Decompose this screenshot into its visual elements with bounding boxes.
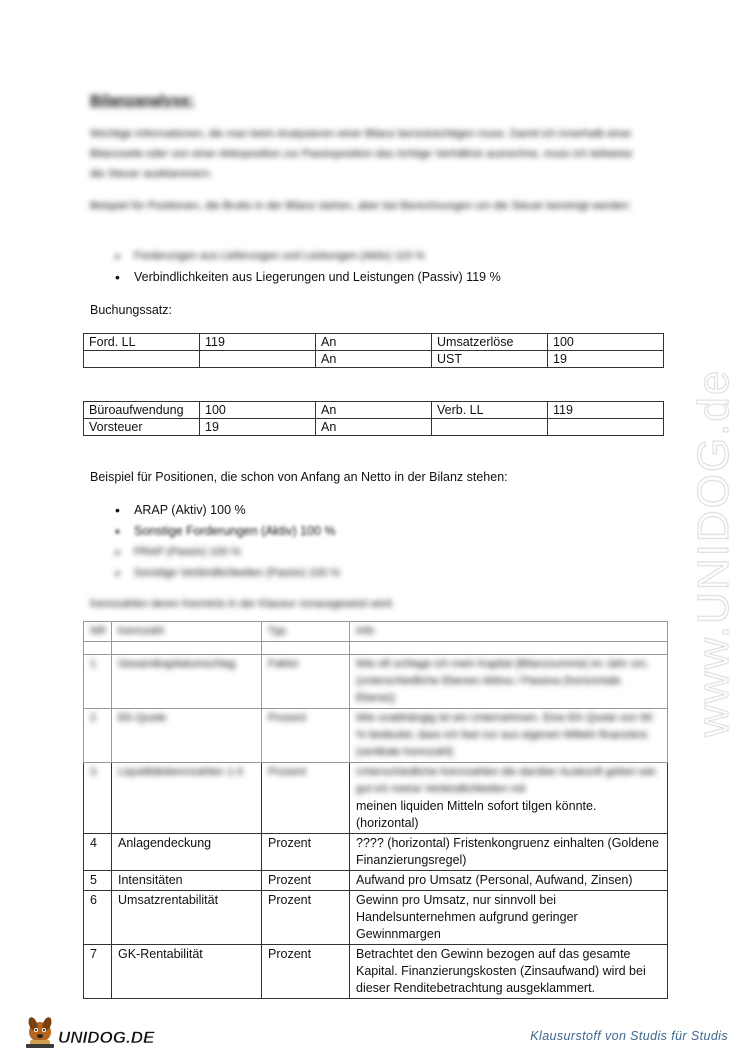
table-row bbox=[84, 655, 668, 709]
table-cell: EK-Quote bbox=[112, 709, 262, 763]
netto-example-paragraph: Beispiel für Positionen, die schon von Anfang an Netto in der Bilanz stehen: bbox=[90, 470, 508, 484]
header-cell: Info bbox=[350, 622, 668, 642]
list-item: • Verbindlichkeiten aus Liegerungen und Leistungen (Passiv) 119 % bbox=[110, 267, 501, 288]
table-cell bbox=[262, 763, 350, 834]
watermark-label: www.UNIDOG.de bbox=[689, 368, 738, 737]
buchungssatz-label: Buchungssatz: bbox=[90, 303, 172, 317]
table-row bbox=[84, 709, 668, 763]
list-item: • Sonstige Verbindlichkeiten (Passiv) 100 % bbox=[110, 563, 340, 584]
table-cell: 119 bbox=[548, 402, 664, 419]
table-cell: Wie unabhängig ist ein Unternehmen. Eine EK-Quote von 90 % bedeutet, dass ich fast nur aus eigenen Mitteln finanziere. (vertikale Kennzahl) bbox=[350, 709, 668, 763]
footer-tagline: Klausurstoff von Studis für Studis bbox=[530, 1029, 728, 1043]
brutto-list bbox=[110, 246, 501, 288]
table-cell: 4 bbox=[84, 834, 112, 871]
table-cell: Prozent bbox=[262, 891, 350, 945]
header-cell: Kennzahl bbox=[112, 622, 262, 642]
table-cell bbox=[84, 763, 112, 834]
info-visible-part: meinen liquiden Mitteln sofort tilgen könnte. (horizontal) bbox=[356, 799, 597, 830]
brutto-example-paragraph: Beispiel für Positionen, die Brutto in der Bilanz stehen, aber bei Berechnungen um die Steuer bereinigt werden: bbox=[90, 200, 632, 212]
table-cell: ???? (horizontal) Fristenkongruenz einhalten (Goldene Finanzierungsregel) bbox=[350, 834, 668, 871]
row-number: 3 bbox=[90, 766, 97, 778]
table-cell: Gesamtkapitalumschlag bbox=[112, 655, 262, 709]
table-cell: 100 bbox=[548, 334, 664, 351]
table-row bbox=[84, 891, 668, 945]
watermark-text bbox=[658, 282, 750, 742]
table-cell: Betrachtet den Gewinn bezogen auf das gesamte Kapital. Finanzierungskosten (Zinsaufwand) wird bei dieser Renditebetrachtung ausgeklammert. bbox=[350, 945, 668, 999]
table-cell: 5 bbox=[84, 871, 112, 891]
kennzahlen-intro: Kennzahlen deren Kenntnis in der Klausur vorausgesetzt wird: bbox=[90, 598, 394, 610]
table-cell bbox=[350, 642, 668, 655]
table-cell: An bbox=[316, 334, 432, 351]
info-hidden-part: Unterschiedliche Kennzahlen die darüber Auskunft geben wie gut ich meine Verbindlichkeiten mit bbox=[356, 766, 656, 795]
table-cell bbox=[350, 763, 668, 834]
kennzahl-typ: Prozent bbox=[268, 766, 306, 778]
table-row bbox=[84, 834, 668, 871]
table-cell: An bbox=[316, 402, 432, 419]
table-cell: 119 bbox=[200, 334, 316, 351]
booking-table-2 bbox=[83, 401, 664, 436]
table-cell bbox=[432, 419, 548, 436]
unidog-logo bbox=[22, 1010, 157, 1055]
table-cell: 6 bbox=[84, 891, 112, 945]
table-cell: 100 bbox=[200, 402, 316, 419]
kennzahlen-table bbox=[83, 621, 668, 999]
table-cell: UST bbox=[432, 351, 548, 368]
table-cell bbox=[262, 642, 350, 655]
table-cell: Prozent bbox=[262, 709, 350, 763]
dog-mascot-icon bbox=[26, 1016, 54, 1048]
table-cell: Intensitäten bbox=[112, 871, 262, 891]
table-cell: Prozent bbox=[262, 834, 350, 871]
intro-paragraph: Wichtige Informationen, die man beim Analysieren einer Bilanz berücksichtigen muss. Damit ich innerhalb einer Bilanzseite oder von einer Aktivposition zur Passivposition das richtige Verhältnis ausrechne, muss ich teilweise die Steuer ausklammern. bbox=[90, 128, 633, 180]
table-cell bbox=[112, 763, 262, 834]
table-cell: Anlagendeckung bbox=[112, 834, 262, 871]
table-cell: Aufwand pro Umsatz (Personal, Aufwand, Zinsen) bbox=[350, 871, 668, 891]
booking-table-1 bbox=[83, 333, 664, 368]
table-cell: GK-Rentabilität bbox=[112, 945, 262, 999]
list-item: • PRAP (Passiv) 100 % bbox=[110, 542, 340, 563]
table-cell: Vorsteuer bbox=[84, 419, 200, 436]
kennzahl-name: Liquiditätskennzahlen 1-3 bbox=[118, 766, 243, 778]
list-item: • ARAP (Aktiv) 100 % bbox=[110, 500, 340, 521]
table-header-row bbox=[84, 622, 668, 642]
table-row bbox=[84, 763, 668, 834]
table-row bbox=[84, 419, 664, 436]
table-cell: Prozent bbox=[262, 945, 350, 999]
table-cell: Gewinn pro Umsatz, nur sinnvoll bei Handelsunternehmen aufgrund geringer Gewinnmargen bbox=[350, 891, 668, 945]
logo-text: UNIDOG.DE bbox=[58, 1028, 155, 1047]
table-row bbox=[84, 334, 664, 351]
table-cell: Umsatzrentabilität bbox=[112, 891, 262, 945]
table-cell: Büroaufwendung bbox=[84, 402, 200, 419]
table-cell: Faktor bbox=[262, 655, 350, 709]
table-row bbox=[84, 351, 664, 368]
header-cell: NR bbox=[84, 622, 112, 642]
table-cell bbox=[84, 351, 200, 368]
table-cell: Ford. LL bbox=[84, 334, 200, 351]
table-cell: Verb. LL bbox=[432, 402, 548, 419]
table-cell: Wie oft schlage ich mein Kapital (Bilanzsumme) im Jahr um. (unterschiedliche Ebenen Aktiva / Passiva (horizontale Ebene)) bbox=[350, 655, 668, 709]
table-spacer-row bbox=[84, 642, 668, 655]
table-cell bbox=[84, 642, 112, 655]
table-cell bbox=[548, 419, 664, 436]
table-cell: 19 bbox=[200, 419, 316, 436]
list-item: • Sonstige Forderungen (Aktiv) 100 % bbox=[110, 521, 340, 542]
netto-list bbox=[110, 500, 340, 584]
table-cell: 7 bbox=[84, 945, 112, 999]
header-cell: Typ bbox=[262, 622, 350, 642]
table-cell bbox=[112, 642, 262, 655]
table-cell bbox=[200, 351, 316, 368]
table-cell: 2 bbox=[84, 709, 112, 763]
table-cell: Umsatzerlöse bbox=[432, 334, 548, 351]
table-cell: 1 bbox=[84, 655, 112, 709]
list-item: • Forderungen aus Lieferungen und Leistungen (Aktiv) 119 % bbox=[110, 246, 501, 267]
table-cell: 19 bbox=[548, 351, 664, 368]
table-cell: An bbox=[316, 419, 432, 436]
table-cell: An bbox=[316, 351, 432, 368]
table-cell: Prozent bbox=[262, 871, 350, 891]
table-row bbox=[84, 945, 668, 999]
table-row bbox=[84, 871, 668, 891]
table-row bbox=[84, 402, 664, 419]
page-title: Bilanzanalyse: bbox=[90, 92, 195, 109]
